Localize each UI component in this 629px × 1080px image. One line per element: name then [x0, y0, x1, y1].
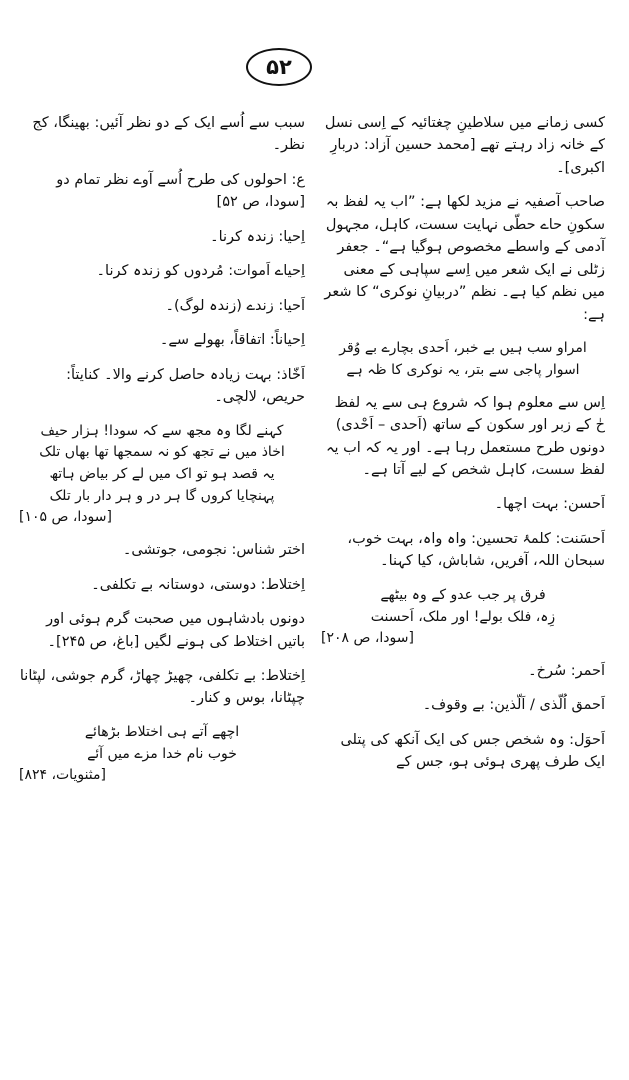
- entry-paragraph: اَحسن: بہت اچھا۔: [494, 496, 605, 513]
- entry-paragraph: اَحیا: زندے (زندہ لوگ)۔: [165, 297, 305, 314]
- entry-paragraph: اِس سے معلوم ہوا کہ شروع ہی سے یہ لفظ حٰ کے زبر اور سکون کے ساتھ (اَحدی – اَحْدی) دونوں طرح مستعمل رہا ہے۔ اور یہ کہ اب یہ لفظ سست، کاہل شخص کے لیے آتا ہے۔: [325, 394, 605, 478]
- verse-line: اچھے آتے ہی اختلاط بڑھائے: [84, 723, 240, 740]
- right-column: [321, 112, 605, 786]
- verse-block: [321, 585, 605, 650]
- verse-line: اسوار پاجی سے بتر، یہ نوکری کا ظہ ہے: [346, 361, 580, 378]
- verse-line: خوب نام خدا مزے میں آئے: [87, 745, 237, 762]
- source-reference: [مثنویات، ۸۲۴]: [19, 767, 106, 784]
- entry-paragraph: صاحب آصفیہ نے مزید لکھا ہے: ”اب یہ لفظ بہ سکونِ حاے حطّی نہایت سست، کاہل، مجہول آدمی کے واسطے مخصوص ہوگیا ہے“۔ جعفر زٹلی نے ایک شعر میں اِسے سپاہی کے معنی میں نظم کیا ہے۔ نظم ”دربیانِ نوکری“ کا شعر ہے:: [324, 194, 605, 323]
- entry-paragraph: کسی زمانے میں سلاطینِ چغتائیہ کے اِسی نسل کے خانہ زاد رہتے تھے [محمد حسین آزاد: دربارِ اکبری]۔: [324, 115, 605, 176]
- verse-line: زِہ، فلک بولے! اور ملک، اَحسنت: [370, 608, 556, 625]
- source-reference: [سودا، ص ۱۰۵]: [19, 509, 112, 526]
- verse-line: کہنے لگا وہ مجھ سے کہ سودا! ہزار حیف: [40, 422, 284, 439]
- entry-paragraph: دونوں بادشاہوں میں صحبت گرم ہوئی اور باتیں اختلاط کی ہونے لگیں [باغ، ص ۲۴۵]۔: [46, 611, 305, 650]
- left-column: [19, 112, 305, 797]
- entry-paragraph: اَحمر: سُرخ۔: [528, 662, 605, 679]
- entry-paragraph: اِحیا: زندہ کرنا۔: [210, 228, 305, 245]
- entry-paragraph: اِختلاط: دوستی، دوستانہ بے تکلفی۔: [91, 576, 305, 593]
- verse-line: پہنچایا کروں گا ہر در و ہر دار بار تلک: [49, 487, 275, 504]
- entry-paragraph: اَحوَل: وہ شخص جس کی ایک آنکھ کی پتلی ایک طرف پھری ہوئی ہو، جس کے: [340, 731, 605, 771]
- entry-paragraph: اختر شناس: نجومی، جوتشی۔: [122, 542, 305, 559]
- verse-block: [19, 421, 305, 529]
- verse-line: اخاذ میں نے تجھ کو نہ سمجھا تھا بھاں تلک: [39, 444, 285, 461]
- source-reference: [سودا، ص ۲۰۸]: [321, 630, 414, 647]
- verse-line: فرق پر جب عدو کے وہ بیٹھے: [380, 586, 546, 603]
- entry-paragraph: سبب سے اُسے ایک کے دو نظر آئیں: بھینگا، کج نظر۔: [32, 115, 305, 154]
- verse-block: [19, 722, 305, 787]
- verse-line: امراو سب ہیں بے خبر، اَحدی بچارے بے وُقر: [339, 340, 587, 357]
- entry-paragraph: اِحیاناً: اتفاقاً، بھولے سے۔: [159, 332, 305, 349]
- entry-paragraph: اِحیاے اَموات: مُردوں کو زندہ کرنا۔: [96, 263, 305, 280]
- verse-block: [321, 338, 605, 381]
- verse-line: یہ قصد ہو تو اک میں لے کر بیاض ہاتھ: [49, 466, 275, 483]
- entry-paragraph: ع: احولوں کی طرح اُسے آوے نظر تمام دو [سودا، ص ۵۲]: [56, 171, 305, 211]
- entry-paragraph: اَخّاذ: بہت زیادہ حاصل کرنے والا۔ کنایتاً: حریص، لالچی۔: [66, 366, 305, 406]
- page-number: ۵۲: [246, 48, 312, 86]
- entry-paragraph: اِختلاط: بے تکلفی، چھیڑ چھاڑ، گرم جوشی، لپٹانا چپٹانا، بوس و کنار۔: [19, 668, 305, 707]
- entry-paragraph: اَحمق اُلّذی / اَلّذین: بے وقوف۔: [422, 697, 605, 714]
- entry-paragraph: اَحسَنت: کلمۂ تحسین: واہ واہ، بہت خوب، سبحان اللہ، آفریں، شاباش، کیا کہنا۔: [347, 530, 605, 570]
